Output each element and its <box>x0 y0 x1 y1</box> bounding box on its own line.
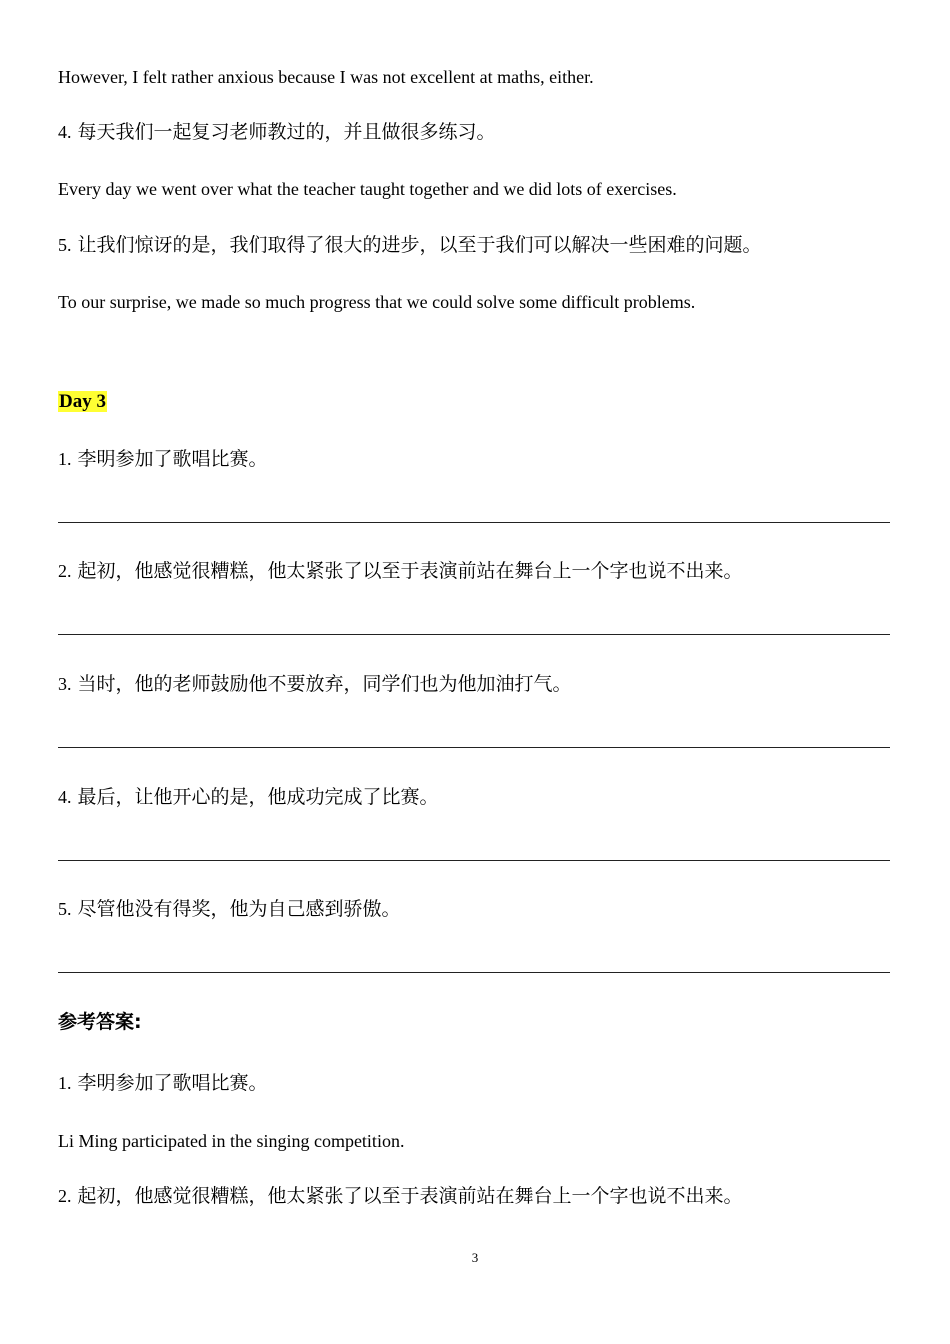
item-number: 3. <box>58 674 72 694</box>
prev-item-4-en: Every day we went over what the teacher taught together and we did lots of exercises. <box>58 179 677 199</box>
answer-en-3: However, I felt rather anxious because I was not excellent at maths, either. <box>58 67 594 87</box>
answer-item-1-cn <box>58 1074 268 1093</box>
item-text-cn: 起初，他感觉很糟糕，他太紧张了以至于表演前站在舞台上一个字也说不出来。 <box>77 1185 743 1207</box>
item-text-cn: 最后，让他开心的是，他成功完成了比赛。 <box>77 786 439 808</box>
item-number: 1. <box>58 1073 72 1093</box>
answer-blank-line <box>58 634 890 635</box>
answer-item-1-en: Li Ming participated in the singing competition. <box>58 1131 405 1151</box>
day3-heading-wrap <box>58 392 107 411</box>
answers-heading: 参考答案: <box>58 1011 142 1033</box>
item-number: 5. <box>58 899 72 919</box>
day3-item-5 <box>58 900 401 919</box>
item-text-cn: 当时，他的老师鼓励他不要放弃，同学们也为他加油打气。 <box>77 673 572 695</box>
prev-item-4-cn <box>58 123 496 142</box>
item-number: 4. <box>58 122 72 142</box>
day3-item-1 <box>58 450 268 469</box>
day3-item-4 <box>58 788 439 807</box>
item-text-cn: 李明参加了歌唱比赛。 <box>77 1072 268 1094</box>
prev-item-5-en: To our surprise, we made so much progress that we could solve some difficult problems. <box>58 292 696 312</box>
day3-heading: Day 3 <box>59 391 106 412</box>
answer-item-2-cn <box>58 1187 743 1206</box>
item-number: 2. <box>58 561 72 581</box>
item-number: 2. <box>58 1186 72 1206</box>
prev-item-5-cn <box>58 236 762 255</box>
item-text-cn: 每天我们一起复习老师教过的，并且做很多练习。 <box>77 121 496 143</box>
answer-blank-line <box>58 522 890 523</box>
item-text-cn: 尽管他没有得奖，他为自己感到骄傲。 <box>77 898 401 920</box>
answer-blank-line <box>58 860 890 861</box>
item-number: 4. <box>58 787 72 807</box>
item-text-cn: 让我们惊讶的是，我们取得了很大的进步，以至于我们可以解决一些困难的问题。 <box>77 234 762 256</box>
item-number: 1. <box>58 449 72 469</box>
page-number: 3 <box>471 1250 479 1265</box>
item-number: 5. <box>58 235 72 255</box>
day3-item-3 <box>58 675 572 694</box>
day3-item-2 <box>58 562 743 581</box>
answer-blank-line <box>58 747 890 748</box>
item-text-cn: 起初，他感觉很糟糕，他太紧张了以至于表演前站在舞台上一个字也说不出来。 <box>77 560 743 582</box>
item-text-cn: 李明参加了歌唱比赛。 <box>77 448 268 470</box>
answer-blank-line <box>58 972 890 973</box>
